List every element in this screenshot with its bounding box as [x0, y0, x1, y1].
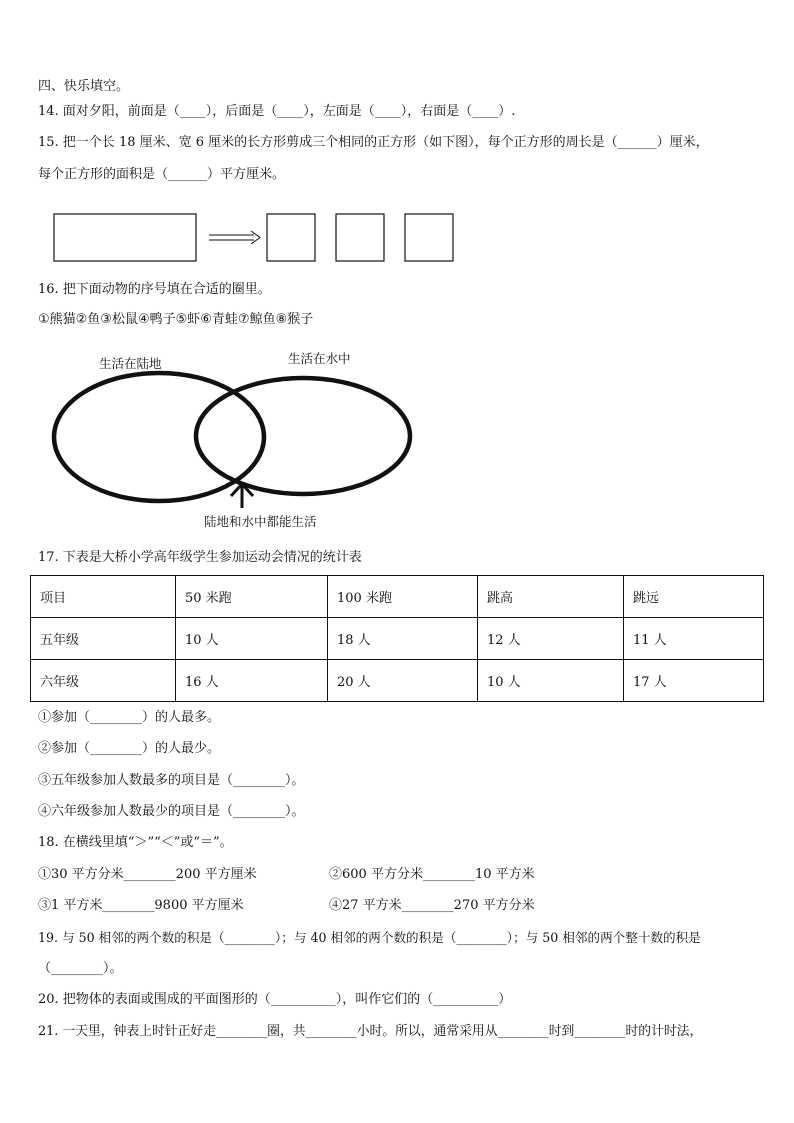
sports-statistics-table [30, 575, 764, 702]
table-cell: 11 人 [624, 618, 764, 660]
table-header-cell: 跳远 [624, 576, 764, 618]
table-cell: 六年级 [31, 660, 176, 702]
venn-right-label: 生活在水中 [288, 351, 351, 366]
table-header-row [31, 576, 764, 618]
square-3 [405, 214, 453, 261]
table-cell: 五年级 [31, 618, 176, 660]
question-19-line-1: 19. 与 50 相邻的两个数的积是（________）；与 40 相邻的两个数的积是（________）；与 50 相邻的两个整十数的积是 [38, 930, 701, 945]
question-15-line-1: 15. 把一个长 18 厘米、宽 6 厘米的长方形剪成三个相同的正方形（如下图），每个正方形的周长是（______）厘米， [38, 135, 709, 150]
q17-item: ①参加（________）的人最多。 [38, 710, 221, 725]
question-19-line-2: （________）。 [38, 961, 123, 976]
table-header-cell: 跳高 [478, 576, 624, 618]
q17-item: ③五年级参加人数最多的项目是（________）。 [38, 773, 305, 788]
question-15-line-2: 每个正方形的面积是（______）平方厘米。 [38, 167, 286, 182]
venn-water-circle [196, 378, 410, 494]
question-21: 21. 一天里，钟表上时针正好走________圈，共________小时。所以，通常采用从________时到________时的计时法， [38, 1024, 703, 1039]
table-cell: 16 人 [176, 660, 328, 702]
table-header-cell: 100 米跑 [328, 576, 478, 618]
table-cell: 17 人 [624, 660, 764, 702]
q18-item: ②600 平方分米________10 平方米 [329, 867, 535, 882]
q17-item: ②参加（________）的人最少。 [38, 741, 221, 756]
question-16-title: 16. 把下面动物的序号填在合适的圈里。 [38, 282, 271, 297]
table-cell: 12 人 [478, 618, 624, 660]
venn-left-label: 生活在陆地 [99, 356, 162, 371]
long-rectangle [54, 214, 196, 261]
venn-diagram [48, 366, 418, 508]
question-14: 14. 面对夕阳，前面是（____），后面是（____），左面是（____），右面是（____）. [38, 104, 516, 119]
q18-item: ①30 平方分米________200 平方厘米 [38, 867, 257, 882]
square-1 [267, 214, 315, 261]
q18-item: ③1 平方米________9800 平方厘米 [38, 898, 244, 913]
q18-item: ④27 平方米________270 平方分米 [329, 898, 535, 913]
table-cell: 10 人 [478, 660, 624, 702]
table-cell: 18 人 [328, 618, 478, 660]
table-header-cell: 50 米跑 [176, 576, 328, 618]
table-row [31, 618, 764, 660]
rectangle-cut-figure [50, 210, 460, 266]
question-18-title: 18. 在横线里填“＞”“＜”或“＝”。 [38, 835, 233, 850]
venn-overlap-label: 陆地和水中都能生活 [204, 514, 317, 529]
table-cell: 20 人 [328, 660, 478, 702]
table-cell: 10 人 [176, 618, 328, 660]
square-2 [336, 214, 384, 261]
section-title: 四、快乐填空。 [38, 79, 130, 94]
animal-list: ①熊猫②鱼③松鼠④鸭子⑤虾⑥青蛙⑦鲸鱼⑧猴子 [38, 312, 314, 327]
question-20: 20. 把物体的表面或围成的平面图形的（__________），叫作它们的（__________） [38, 992, 512, 1007]
right-arrow-icon [209, 231, 260, 244]
table-row [31, 660, 764, 702]
question-17-title: 17. 下表是大桥小学高年级学生参加运动会情况的统计表 [38, 550, 362, 565]
q17-item: ④六年级参加人数最少的项目是（________）。 [38, 804, 305, 819]
table-header-cell: 项目 [31, 576, 176, 618]
